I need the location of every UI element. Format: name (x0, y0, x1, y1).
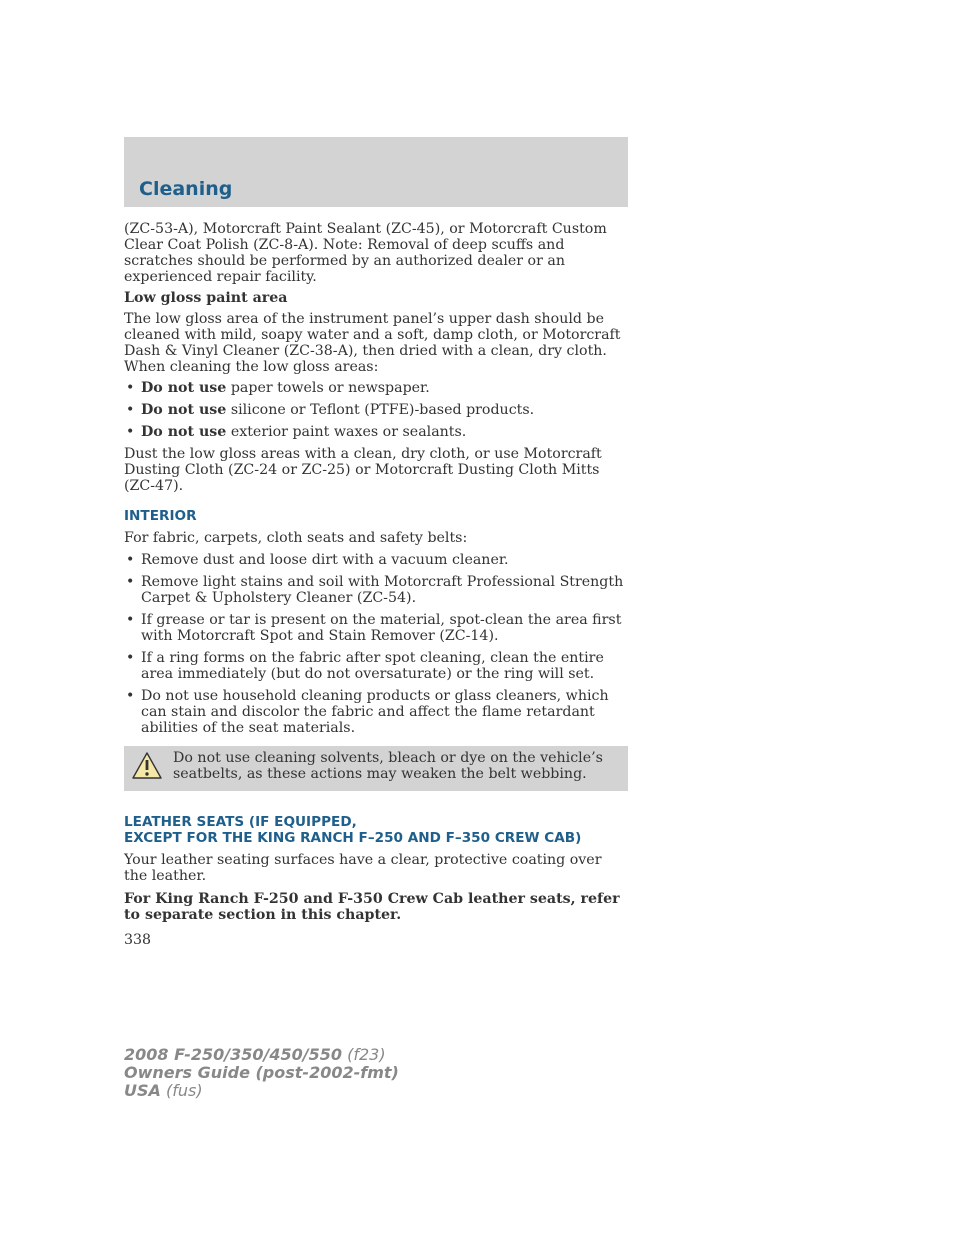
bullet-icon: • (126, 552, 135, 568)
section-title: Cleaning (139, 178, 233, 200)
bullet-icon: • (126, 424, 135, 440)
leather-paragraph: Your leather seating surfaces have a clear, protective coating over the leather. (124, 852, 602, 884)
list-item: • Do not use exterior paint waxes or sealants. (126, 424, 467, 440)
leather-heading-line2: EXCEPT FOR THE KING RANCH F–250 AND F–350 CREW CAB) (124, 830, 582, 846)
warning-triangle-icon (132, 752, 162, 779)
interior-heading: INTERIOR (124, 508, 197, 524)
interior-intro: For fabric, carpets, cloth seats and safety belts: (124, 530, 468, 546)
page-number: 338 (124, 932, 152, 948)
page-content (124, 221, 628, 948)
list-item: • Do not use silicone or Teflont (PTFE)-based products. (126, 402, 535, 418)
bullet-icon: • (126, 574, 135, 590)
list-item: • Do not use paper towels or newspaper. (126, 380, 430, 396)
document-footer (124, 1046, 399, 1100)
footer-line-1: 2008 F-250/350/450/550 (f23) (124, 1045, 386, 1064)
list-item: • If a ring forms on the fabric after spot cleaning, clean the entire area immediately (but do not oversaturate) or the ring will set. (126, 650, 604, 682)
leather-note: For King Ranch F-250 and F-350 Crew Cab leather seats, refer to separate section in this chapter. (124, 891, 620, 923)
interior-list (124, 552, 628, 736)
list-item: • Remove dust and loose dirt with a vacuum cleaner. (126, 552, 509, 568)
list-item: • Do not use household cleaning products or glass cleaners, which can stain and discolor the fabric and affect the flame retardant abilities of the seat materials. (126, 688, 609, 736)
bullet-icon: • (126, 650, 135, 666)
footer-line-3: USA (fus) (124, 1081, 203, 1100)
intro-paragraph: (ZC-53-A), Motorcraft Paint Sealant (ZC-45), or Motorcraft Custom Clear Coat Polish (ZC-8-A). Note: Removal of deep scuffs and scratches should be performed by an authorized dealer or an experienced repair facility. (124, 221, 607, 285)
bullet-icon: • (126, 612, 135, 628)
section-header (124, 137, 628, 207)
warning-text: Do not use cleaning solvents, bleach or dye on the vehicle’s seatbelts, as these actions may weaken the belt webbing. (173, 750, 603, 782)
bullet-icon: • (126, 380, 135, 396)
list-item: • If grease or tar is present on the material, spot-clean the area first with Motorcraft Spot and Stain Remover (ZC-14). (126, 612, 622, 644)
warning-box (124, 746, 628, 791)
low-gloss-dust-paragraph: Dust the low gloss areas with a clean, dry cloth, or use Motorcraft Dusting Cloth (ZC-24 or ZC-25) or Motorcraft Dusting Cloth Mitts (ZC-47). (124, 446, 602, 494)
list-item: • Remove light stains and soil with Motorcraft Professional Strength Carpet & Upholstery Cleaner (ZC-54). (126, 574, 624, 606)
bullet-icon: • (126, 402, 135, 418)
bullet-icon: • (126, 688, 135, 704)
low-gloss-heading: Low gloss paint area (124, 290, 288, 306)
low-gloss-paragraph: The low gloss area of the instrument panel’s upper dash should be cleaned with mild, soapy water and a soft, damp cloth, or Motorcraft Dash & Vinyl Cleaner (ZC-38-A), then dried with a clean, dry cloth. When cleaning the low gloss areas: (124, 311, 621, 375)
footer-line-2: Owners Guide (post-2002-fmt) (124, 1063, 399, 1082)
low-gloss-list (124, 380, 628, 440)
leather-heading-line1: LEATHER SEATS (IF EQUIPPED, (124, 814, 357, 830)
